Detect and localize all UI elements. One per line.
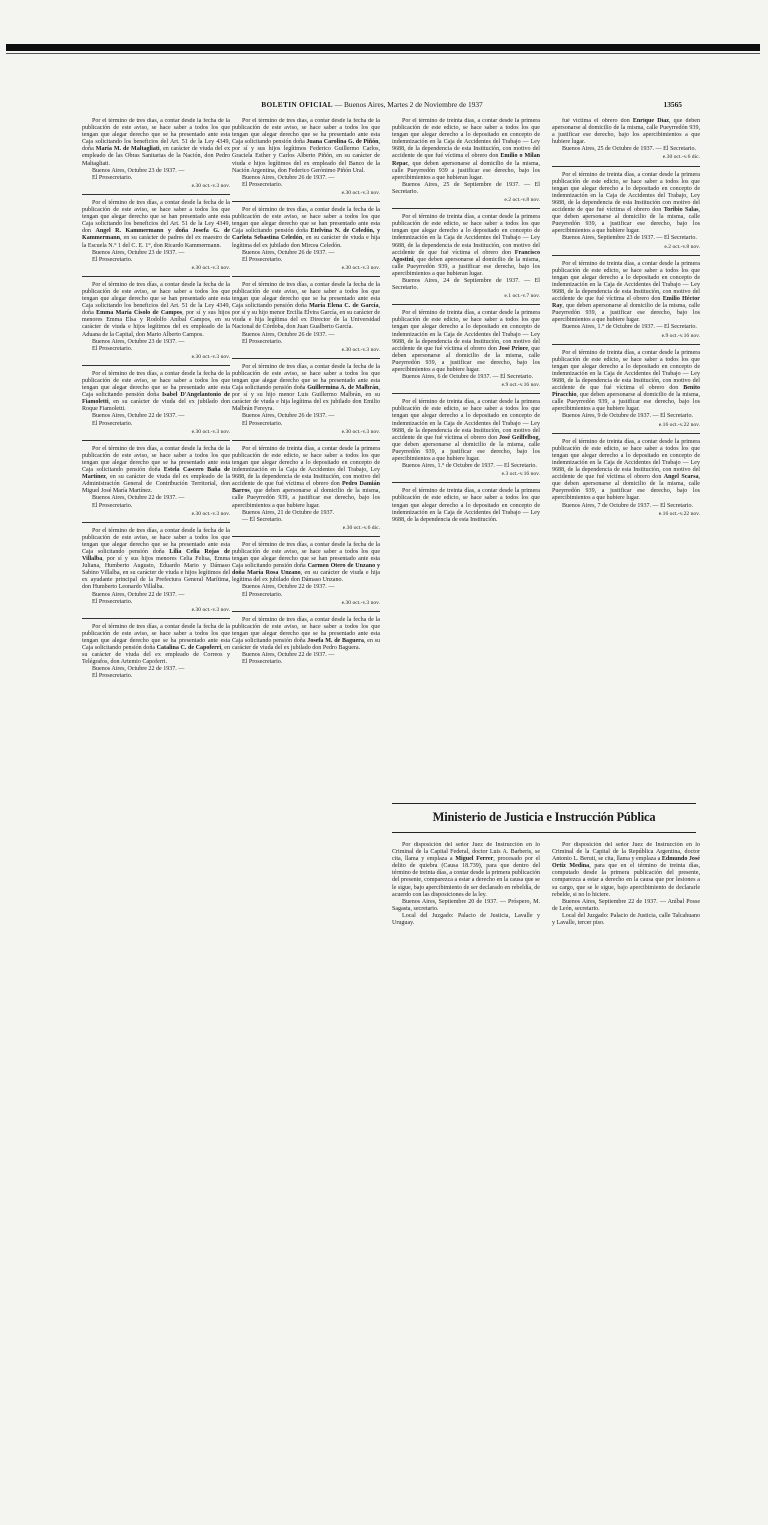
notice-separator xyxy=(232,358,380,359)
edict-court-address: Local del Juzgado: Palacio de Justicia, calle Talcahuano y Lavalle, tercer piso. xyxy=(552,912,700,927)
ministry-column-2 xyxy=(552,842,700,1525)
notice-dateline: Buenos Aires, 25 de Septiembre de 1937. — El Secretario. xyxy=(392,181,540,195)
notice-code: e.30 oct.-v.3 nov. xyxy=(341,189,380,196)
notice-text-end: , que deben apersonarse al domicilio de la misma, calle Pueyrredón 939 a justificar ese derecho, bajo los apercibimientos a que hubieran lugar. xyxy=(392,160,540,181)
notice xyxy=(82,528,230,614)
notice-body xyxy=(392,118,540,182)
notice-signature: — El Secretario. xyxy=(242,516,283,523)
notice-dateline: Buenos Aires, 25 de Octubre de 1937. — El Secretario. xyxy=(562,146,697,153)
notice xyxy=(232,617,380,667)
notice-dateline: Buenos Aires, Octubre 22 de 1937. — xyxy=(92,591,185,598)
notice-text: Por el término de tres días, a contar desde la fecha de la publicación de este aviso, se hace saber a todos los que tengan que alegar derecho que se ha presentado ante esta Caja solicitando pensión doña xyxy=(232,281,380,310)
notice-signature: El Prosecretario. xyxy=(92,502,133,509)
notice-dateline: Buenos Aires, 1.° de Octubre de 1937. — El Secretario. xyxy=(402,463,537,470)
page-number: 13565 xyxy=(663,100,682,109)
notice-body xyxy=(232,542,380,585)
notice-code: e.30 oct.-v.3 nov. xyxy=(191,353,230,360)
masthead-rule xyxy=(6,44,760,51)
notice-text-end: , por sí y sus hijos legítimos Federico Guillermo Carlos, Graciela Esther y Carlos Alberto Piñón, en su carácter de viuda e hijos legítimos del ex empleado del Banco de la Nación Argentina, don Federico Gerónimo Piñón Ural. xyxy=(232,139,380,174)
notice-code: e.30 oct.-v.3 nov. xyxy=(341,264,380,271)
notice-code: e.30 oct.-v.3 nov. xyxy=(191,182,230,189)
notice-text: Por el término de tres días, a contar desde la fecha de la publicación de este aviso, se hace saber a todos los que tengan que alegar derecho que se han presentado ante esta Caja solicitando los beneficios del Art. 51 de la Ley 4349, don xyxy=(82,199,230,235)
notice-text: Por el término de treinta días, a contar desde la primera publicación de este edicto, se hace saber a todos los que tengan que alegar derecho a lo depositado en concepto de indemnización en la Caja de Accidentes del Trabajo — Ley 9688, de la dependencia de esta Institución, con motivo del accidente de que fué víctima el obrero don xyxy=(552,349,700,392)
edict-name: Edmundo José Ortiz Medina xyxy=(552,856,700,870)
notice-code: e.30 oct.-v.3 nov. xyxy=(191,264,230,271)
edict-text-end: , para que en el término de treinta días, computado desde la primera publicación del presente, comparezca a estar a derecho en la causa que por lesiones a su cargo, que se le sigue, bajo apercibimiento de declararle rebelde, si no lo hiciere. xyxy=(552,863,700,898)
notice-separator xyxy=(232,201,380,202)
notice-text-end: , que deben apersonarse al domicilio de la misma, calle Pueyrredón 939, a justificar ese derecho, bajo los apercibimientos a que hubiere lugar. xyxy=(552,118,700,146)
edict-dateline: Buenos Aires, Septiembre 22 de 1937. — Aníbal Posse de León, secretario. xyxy=(552,898,700,912)
notice-text-end: , por sí y su hijo menor Ercilia Elvira García, en su carácter de viuda e hija legítima del ex Director de la Universidad Nacional de Córdoba, don Juan Gualberto García. xyxy=(232,303,380,331)
notice-code: e.30 oct.-v.3 nov. xyxy=(341,599,380,606)
notice-name: Guillermina A. de Malbrán xyxy=(307,385,379,392)
notice-name: Angel R. Kammermann y doña Josefa G. de Kammermann xyxy=(82,228,230,242)
notice-text: Por el término de tres días, a contar desde la fecha de la publicación de este aviso, se hace saber a todos los que tengan que alegar derecho que se han presentado ante esta Caja solicitando pensión doña xyxy=(232,541,380,570)
notice-signature: El Prosecretario. xyxy=(242,338,283,345)
notice-dateline: Buenos Aires, 6 de Octubre de 1937. — El Secretario. xyxy=(402,374,533,381)
notice-text-end: , que deben apersonarse al domicilio de la misma, calle Pueyrredón 939, a justificar ese derecho, bajo los apercibimientos a que hubiere lugar. xyxy=(552,303,700,324)
notice-dateline: Buenos Aires, 21 de Octubre de 1937. xyxy=(242,509,335,516)
notice-name: Isabel D'Angelantonio de Fiamoletti xyxy=(82,392,230,406)
notice-signature: El Prosecretario. xyxy=(92,673,133,680)
notice-separator xyxy=(392,393,540,394)
notice-text: Por el término de tres días, a contar desde la fecha de la publicación de este aviso, se hace saber a todos los que tengan que alegar derecho que se ha presentado ante esta Caja solicitando pensión doña xyxy=(82,527,230,555)
notice-code: e.9 oct.-v.16 nov. xyxy=(501,382,540,389)
header-title: BOLETIN OFICIAL xyxy=(261,100,333,109)
notice-body xyxy=(82,282,230,339)
notice-code: e.30 oct.-v.6 dic. xyxy=(662,154,700,161)
notice-separator xyxy=(82,440,230,441)
notice-text: Por el término de treinta días, a contar desde la primera publicación de este edicto, se hace saber a todos los que tengan que alegar derecho a lo depositado en concepto de indemnización en la Caja de Accidentes del Trabajo — Ley 9688, de la dependencia de esta Institución, con motivo del accidente de que fué víctima el obrero don xyxy=(552,260,700,303)
notice-dateline: Buenos Aires, Octubre 22 de 1937. — xyxy=(92,495,185,502)
notice-dateline: Buenos Aires, 9 de Octubre de 1937. — El Secretario. xyxy=(562,413,693,420)
court-edict xyxy=(392,842,540,927)
notice-body xyxy=(232,207,380,250)
notice-body xyxy=(392,310,540,374)
notice-body xyxy=(232,617,380,652)
notice-dateline: Buenos Aires, Octubre 26 de 1937. — xyxy=(242,249,335,256)
notice-code: e.30 oct.-v.3 nov. xyxy=(341,346,380,353)
notice-separator xyxy=(232,276,380,277)
notice-body xyxy=(552,118,700,146)
notice-text: Por el término de tres días, a contar desde la fecha de la publicación de este aviso, se hace saber a todos los que tengan que alegar derecho que se ha presentado ante esta Caja solicitando pensión doña xyxy=(82,445,230,474)
notice-body xyxy=(82,200,230,250)
column-3 xyxy=(392,118,540,801)
notice xyxy=(392,399,540,478)
notice-name: Carmen Otero de Unzano y doña María Rosa Unzano xyxy=(232,563,380,577)
notice-text-end: , que deben apersonarse al domicilio de la misma, calle Pueyrredón 939, a justificar ese derecho, bajo los apercibimientos a que hubiere lugar. xyxy=(552,474,700,502)
notice-name: Emilio o Milan Repac xyxy=(392,153,540,167)
page-header xyxy=(62,100,682,112)
notice-separator xyxy=(392,304,540,305)
notice-name: Angel Scarsa xyxy=(663,474,699,481)
notice-signature: El Prosecretario. xyxy=(242,420,283,427)
notice-dateline: Buenos Aires, Octubre 23 de 1937. — xyxy=(92,338,185,345)
notice-name: Toribio Salas xyxy=(663,207,699,214)
ministry-column-1 xyxy=(392,842,540,1525)
notice xyxy=(552,350,700,429)
notice-code: e.30 oct.-v.6 dic. xyxy=(342,524,380,531)
notice-text: Por el término de treinta días, a contar desde la primera publicación de este edicto, se hace saber a todos los que tengan que alegar derecho a lo depositado en concepto de indemnización en la Caja de Accidentes del Trabajo — Ley 9688, de la dependencia de esta Institución, con motivo del accidente de que fué víctima el obrero don xyxy=(552,438,700,481)
notice-code: e.9 oct.-v.16 nov. xyxy=(661,332,700,339)
notice-separator xyxy=(552,344,700,345)
notice-body xyxy=(232,446,380,510)
masthead-rule-thin xyxy=(6,53,760,54)
notice-text: Por el término de tres días, a contar desde la fecha de la publicación de este aviso, se hace saber a todos los que tengan que alegar derecho que se ha presentado ante esta Caja solicitando los beneficios del Art. 51 de la Ley 4349, doña xyxy=(82,118,230,153)
notice xyxy=(552,172,700,251)
notice-body xyxy=(552,350,700,414)
notice xyxy=(232,542,380,607)
notice-separator xyxy=(232,440,380,441)
notice-name: Emma María Cisolo de Campos xyxy=(96,310,183,317)
notice-signature: El Prosecretario. xyxy=(92,256,133,263)
notice-code: e.30 oct.-v.3 nov. xyxy=(191,510,230,517)
notice-body xyxy=(552,172,700,236)
notice xyxy=(82,446,230,518)
notice-name: José Geilfelbog xyxy=(499,434,539,441)
notice-text: Por el término de treinta días, a contar desde la primera publicación de este edicto, se hace saber a todos los que tengan que alegar derecho a lo depositado en concepto de indemnización en la Caja de Accidentes del Trabajo, Ley 9688, de la dependencia de esta Institución, con motivo del accidente de que fué víctima el obrero don xyxy=(232,445,380,488)
notice-text-end: , en su carácter de viuda e hija legítima del ex jubilado don Mircea Celedón. xyxy=(232,235,380,249)
notice-body xyxy=(82,118,230,168)
notice-text: Por el término de tres días, a contar desde la fecha de la publicación de este aviso, se hace saber a todos los que tengan que alegar derecho que se ha presentado ante esta Caja solicitando pensión doña xyxy=(82,623,230,652)
notice-dateline: Buenos Aires, Octubre 22 de 1937. — xyxy=(242,584,335,591)
notice-name: Estela Cascero Baña de Martínez xyxy=(82,467,230,481)
notice-text: Por el término de tres días, a contar desde la fecha de la publicación de este aviso, se hace saber a todos los que tengan que alegar derecho que se ha presentado ante esta Caja solicitando pensión doña xyxy=(232,616,380,644)
notice-text: Por el término de tres días, a contar desde la fecha de la publicación de este aviso, se hace saber a todos los que tengan que alegar derecho que se ha presentado ante esta Caja solicitando pensión doña xyxy=(82,370,230,399)
notice-dateline: Buenos Aires, 1.° de Octubre de 1937. — El Secretario. xyxy=(562,324,697,331)
notice-body xyxy=(552,261,700,325)
notice-separator xyxy=(552,166,700,167)
notice-body xyxy=(392,399,540,463)
notice-signature: El Prosecretario. xyxy=(92,345,133,352)
notice-separator xyxy=(82,522,230,523)
edict-court-address: Local del Juzgado: Palacio de Justicia, Lavalle y Uruguay. xyxy=(392,912,540,927)
header-date: — Buenos Aires, Martes 2 de Noviembre de 1937 xyxy=(334,100,483,109)
notice-text-end: , que deben apersonarse al domicilio de la misma, calle Pueyrredón 939, a justificar ese derecho, bajo los apercibimientos a que hubiere lugar. xyxy=(552,392,700,413)
notice-signature: El Prosecretario. xyxy=(92,598,133,605)
ministry-title: Ministerio de Justicia e Instrucción Pública xyxy=(432,810,656,824)
notice-text-end: , en su carácter de viuda del ex empleado de la Administración General de Contribución Territorial, don Miguel José María Martínez. xyxy=(82,474,230,495)
notice xyxy=(232,446,380,532)
notice-text-end: , que deben apersonarse al domicilio de la misma, calle Pueyrredón 939, a justificar ese derecho, bajo los apercibimientos a que hubiere lugar. xyxy=(552,207,700,235)
notice xyxy=(82,118,230,190)
column-1 xyxy=(82,118,230,1024)
notice-dateline: Buenos Aires, Octubre 26 de 1937. — xyxy=(242,174,335,181)
notice-separator xyxy=(82,618,230,619)
notice-body xyxy=(82,624,230,667)
notice-text: Por el término de treinta días, a contar desde la primera publicación de este edicto, se hace saber a todos los que tengan que alegar derecho a lo depositado en concepto de indemnización en la Caja de Accidentes del Trabajo — Ley 9688, de la dependencia de esta Institución, con motivo del accidente de que fué víctima el obrero don xyxy=(392,310,540,352)
edict-body xyxy=(392,842,540,899)
notice-name: Josefa M. de Baguera xyxy=(307,638,364,644)
notice-body xyxy=(392,488,540,523)
notice-name: Emilio Héctor Ray xyxy=(552,296,700,310)
notice xyxy=(232,282,380,354)
notice-dateline: Buenos Aires, Octubre 26 de 1937. — xyxy=(242,331,335,338)
notice-code: e.16 oct.-v.22 nov. xyxy=(658,510,700,517)
notice xyxy=(82,624,230,681)
notice-text-end: , que deben apersonarse al domicilio de la misma, calle Pueyrredón 939, a justificar ese derecho, bajo los apercibimientos a que hubiere lugar. xyxy=(392,345,540,373)
notice-body xyxy=(232,118,380,175)
notice-text-end: , que deben apersonarse al domicilio de la misma, calle Pueyrredón 939, a justificar ese derecho, bajo los apercibimientos a que hubieran lugar. xyxy=(392,256,540,277)
notice xyxy=(392,214,540,300)
notice-dateline: Buenos Aires, Octubre 22 de 1937. — xyxy=(92,413,185,420)
notice-name: María Elena C. de García xyxy=(309,303,379,310)
notice-text: Por el término de treinta días, a contar desde la primera publicación de este edicto, se hace saber a todos los que tengan que alegar derecho a lo depositado en concepto de indemnización en la Caja de Accidentes del Trabajo — Ley 9688, de la dependencia de esta Institución. xyxy=(392,488,540,523)
notice-text-end: , en carácter de viuda del ex empleado de las Obras Sanitarias de la Nación, don Pedro Maltagliati. xyxy=(82,146,230,167)
notice-name: Pedro Damián Barros xyxy=(232,481,380,495)
notice-name: Catalina C. de Capoferri xyxy=(156,645,222,652)
edict-body xyxy=(552,842,700,899)
notice-separator xyxy=(82,194,230,195)
notice-separator xyxy=(82,365,230,366)
notice-text-end: , por sí y su hijo menor Luis Guillermo Malbrán, en su carácter de viuda e hija legítima del ex jubilado don Emilio Malbrán Fereyra. xyxy=(232,385,380,413)
notice xyxy=(552,118,700,162)
notice-dateline: Buenos Aires, Octubre 23 de 1937. — xyxy=(92,249,185,256)
notice-text: fué víctima el obrero don xyxy=(562,118,633,124)
notice-separator xyxy=(232,611,380,612)
notice-code: e.30 oct.-v.3 nov. xyxy=(191,606,230,613)
notice-text-end: , por sí y sus hijos menores Emma Elsa y Rodolfo Aníbal Campos, en su carácter de viuda e hijos legítimos del ex empleado de la Aduana de la Capital, don Mario Alberto Campos. xyxy=(82,310,230,338)
notice-body xyxy=(82,446,230,496)
notice-signature: El Prosecretario. xyxy=(92,420,133,427)
notice xyxy=(392,488,540,523)
notice xyxy=(232,207,380,272)
notice-dateline: Buenos Aires, 7 de Octubre de 1937. — El Secretario. xyxy=(562,502,693,509)
notice-separator xyxy=(392,482,540,483)
notice-text-end: , en su carácter de viuda del ex jubilado don Pedro Baguera. xyxy=(232,638,380,652)
notice-code: e.3 oct.-v.16 nov. xyxy=(501,471,540,478)
notice xyxy=(232,364,380,436)
notice-separator xyxy=(392,208,540,209)
notice-dateline: Buenos Aires, Octubre 22 de 1937. — xyxy=(242,652,335,659)
notice-separator xyxy=(232,536,380,537)
notice-body xyxy=(82,371,230,414)
notice-text: Por el término de treinta días, a contar desde la primera publicación de este edicto, se hace saber a todos los que tengan que alegar derecho a lo depositado en concepto de indemnización en la Caja de Accidentes del Trabajo — Ley 9688, de la dependencia de esta Institución, con motivo del accidente de que fué víctima el obrero don xyxy=(392,118,540,160)
notice-separator xyxy=(552,433,700,434)
ministry-section-heading xyxy=(392,803,696,833)
notice-name: Francisco Agostini xyxy=(392,249,540,263)
notice-dateline: Buenos Aires, Septiembre 23 de 1937. — El Secretario. xyxy=(562,235,697,242)
notice-code: e.30 oct.-v.3 nov. xyxy=(191,428,230,435)
header-dateline xyxy=(102,100,642,112)
notice xyxy=(552,439,700,518)
notice-body xyxy=(232,364,380,414)
notice-signature: El Prosecretario. xyxy=(92,174,133,181)
notice-text-end: , en su carácter de viuda del ex empleado de Correos y Telégrafos, don Artemio Capoferri. xyxy=(82,645,230,666)
notice-text-end: , que deben apersonarse al domicilio de la misma, calle Pueyrredón 939, a justificar ese derecho, bajo los apercibimientos a que hubiere lugar. xyxy=(232,488,380,509)
notice-text-end: , que deben apersonarse al domicilio de la misma, calle Pueyrredón 939, a justificar ese derecho, bajo los apercibimientos a que hubiere lugar. xyxy=(392,434,540,463)
edict-text: Por disposición del señor Juez de Instrucción en lo Criminal de la Capital de la República Argentina, doctor Antonio L. Beruti, se cita, llama y emplaza a xyxy=(552,842,700,863)
notice-text: Por el término de tres días, a contar desde la fecha de la publicación de este aviso, se hace saber a todos los que tengan que alegar derecho que se han presentado ante esta Caja solicitando los beneficios del Art. 51 de la Ley 4349, doña xyxy=(82,281,230,317)
notice-code: e.2 oct.-v.8 nov. xyxy=(504,197,540,204)
notice-separator xyxy=(82,276,230,277)
notice-name: María M. de Maltagliati xyxy=(95,146,160,153)
notice-name: Lilia Celia Rojas de Villalba xyxy=(82,548,230,563)
edict-dateline: Buenos Aires, Septiembre 20 de 1937. — Próspero, M. Sagasta, secretario. xyxy=(392,898,540,912)
notice-body xyxy=(552,439,700,503)
notice xyxy=(82,371,230,436)
notice-signature: El Prosecretario. xyxy=(242,659,283,666)
notice-body xyxy=(82,528,230,592)
notice-code: e.1 oct.-v.7 nov. xyxy=(504,293,540,300)
notice-dateline: Buenos Aires, 24 de Septiembre de 1937. — El Secretario. xyxy=(392,277,540,292)
notice xyxy=(82,282,230,361)
notice-code: e.16 oct.-v.22 nov. xyxy=(658,421,700,428)
notice-name: Juana Carolina G. de Piñón xyxy=(306,139,379,146)
notice-body xyxy=(392,214,540,278)
notice-body xyxy=(232,282,380,332)
notice-text: Por el término de tres días, a contar desde la fecha de la publicación de este aviso, se hace saber a todos los que tengan que alegar derecho que se ha presentado ante esta Caja solicitando pensión doña xyxy=(232,363,380,392)
notice-dateline: Buenos Aires, Octubre 26 de 1937. — xyxy=(242,413,335,420)
notice-separator xyxy=(552,255,700,256)
notice-signature: El Prosecretario. xyxy=(242,591,283,598)
court-edict xyxy=(552,842,700,927)
notice-text-end: , en su carácter de viuda del ex jubilado don Roque Fiamoletti. xyxy=(82,399,230,413)
notice-name: Enrique Díaz xyxy=(632,118,669,124)
notice-signature: El Prosecretario. xyxy=(242,256,283,263)
notice xyxy=(552,261,700,340)
notice xyxy=(82,200,230,272)
edict-name: Miguel Ferrer xyxy=(455,856,494,863)
notice-text: Por el término de tres días, a contar desde la fecha de la publicación de este aviso, se hace saber a todos los que tengan que alegar derecho que se ha presentado ante esta Caja solicitando pensión doña xyxy=(232,118,380,146)
notice-dateline: Buenos Aires, Octubre 23 de 1937. — xyxy=(92,167,185,174)
notice xyxy=(232,118,380,197)
edict-text-end: , procesado por el delito de quiebra (Causa 18.739), para que dentro del término de treinta días, a contar desde la primera publicación del presente, comparezca a estar a derecho en la causa que se le sigue, bajo apercibimiento de ser declarado en rebeldía, de acuerdo con las disposiciones de la ley. xyxy=(392,856,540,898)
edict-text: Por disposición del señor Juez de Instrucción en lo Criminal de la Capital Federal, doctor Luis A. Barberis, se cita, llama y emplaza a xyxy=(392,842,540,863)
notice-name: Etelvina N. de Celedón, y Carlota Sebastina Celedón xyxy=(232,228,380,242)
column-4 xyxy=(552,118,700,801)
notice xyxy=(392,118,540,204)
notice-text-end: , en su carácter de viuda e hija legítima del ex jubilado don Dámaso Unzano. xyxy=(232,570,380,584)
notice-signature: El Prosecretario. xyxy=(242,181,283,188)
notice xyxy=(392,310,540,389)
notice-text-end: , en su carácter de padres del ex maestro de la Escuela N.° 1 del C. E. 1°, don Ricardo Kammermann. xyxy=(82,235,230,249)
notice-text: Por el término de treinta días, a contar desde la primera publicación de este edicto, se hace saber a todos los que tengan que alegar derecho a lo depositado en concepto de indemnización en la Caja de Accidentes del Trabajo, Ley 9688, de la dependencia de esta Institución con motivo del accidente de que fué víctima el obrero don xyxy=(552,171,700,214)
notice-code: e.30 oct.-v.3 nov. xyxy=(341,428,380,435)
notice-dateline: Buenos Aires, Octubre 22 de 1937. — xyxy=(92,666,185,673)
notice-name: Benito Piracchio xyxy=(552,385,700,399)
notice-text: Por el término de treinta días, a contar desde la primera publicación de este edicto, se hace saber a todos los que tengan que alegar derecho a lo depositado en concepto de indemnización en la Caja de Accidentes del Trabajo — Ley 9688, de la dependencia de esta Institución, con motivo del accidente de que fué víctima el obrero don xyxy=(392,399,540,441)
notice-text: Por el término de treinta días, a contar desde la primera publicación de este edicto, se hace saber a todos los que tengan que alegar derecho a lo depositado en concepto de indemnización en la Caja de Accidentes del Trabajo — Ley 9688, de la dependencia de esta Institución, con motivo del accidente de que fué víctima el obrero don xyxy=(392,214,540,256)
notice-text: Por el término de tres días, a contar desde la fecha de la publicación de este aviso, se hace saber a todos los que tengan que alegar derecho que se han presentado ante esta Caja solicitando pensión doña xyxy=(232,207,380,235)
column-2 xyxy=(232,118,380,1024)
notice-text-end: , por sí y sus hijos menores Celia Felisa, Emma Juliana, Humberto Augusto, Eduardo Mario y Dámaso Sabino Villalba, en su carácter de viuda e hijos legítimos del ex ayudante principal de la Prefectura General Marítima, don Humberto Leonardo Villalba. xyxy=(82,556,230,591)
notice-code: e.2 oct.-v.8 nov. xyxy=(664,243,700,250)
notice-name: José Priore xyxy=(498,345,528,352)
